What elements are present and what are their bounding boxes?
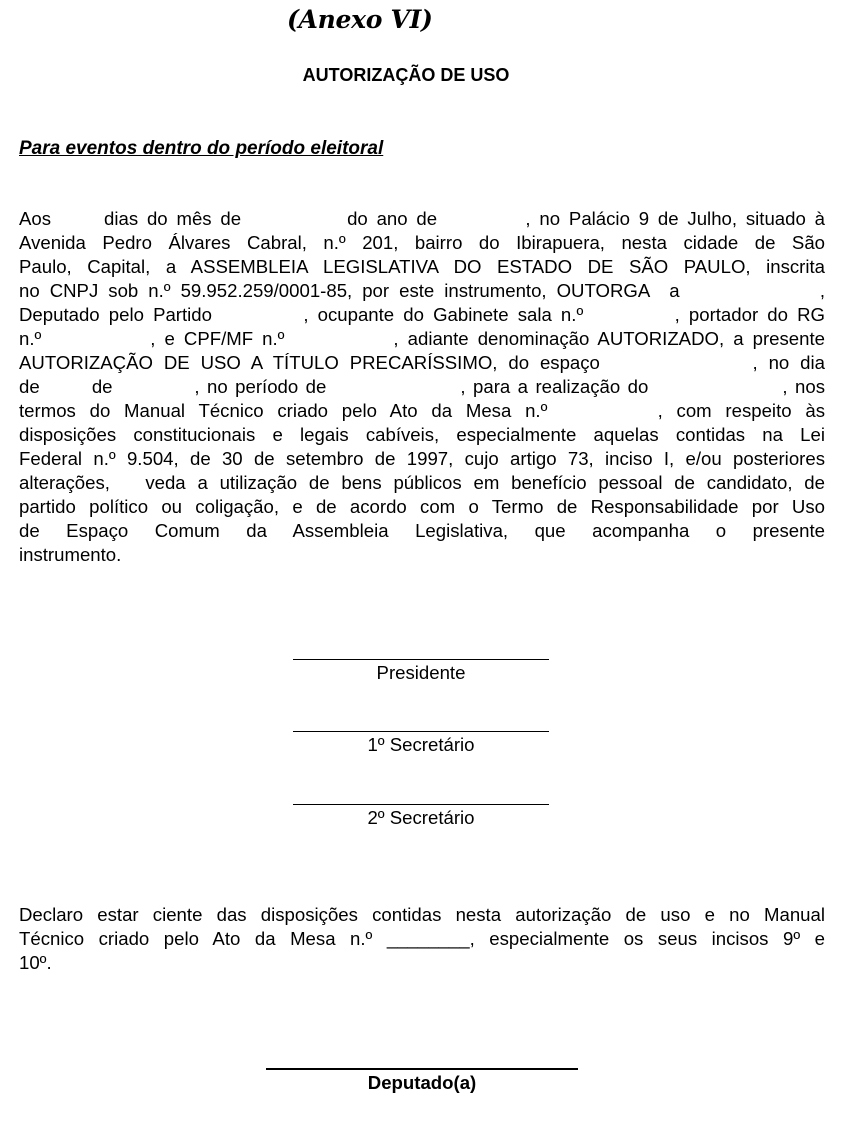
signature-line <box>293 731 549 732</box>
paragraph-line: AUTORIZAÇÃO DE USO A TÍTULO PRECARÍSSIMO, do espaço , no dia <box>19 352 825 373</box>
paragraph-line: disposições constitucionais e legais cabíveis, especialmente aquelas contidas na Lei <box>19 424 825 445</box>
signature-role: 2º Secretário <box>367 807 475 828</box>
signature-role: Presidente <box>376 662 466 683</box>
signature-line <box>266 1068 578 1070</box>
declaration-line: Declaro estar ciente das disposições contidas nesta autorização de uso e no Manual <box>19 904 825 925</box>
signature-block-deputy <box>263 1068 581 1094</box>
paragraph-line: partido político ou coligação, e de acordo com o Termo de Responsabilidade por Uso <box>19 496 825 517</box>
signature-line <box>293 804 549 805</box>
annex-label: (Anexo VI) <box>287 5 433 34</box>
paragraph-line: Deputado pelo Partido , ocupante do Gabinete sala n.º , portador do RG <box>19 304 825 325</box>
paragraph-line: instrumento. <box>19 544 122 565</box>
signature-role: Deputado(a) <box>367 1072 477 1093</box>
paragraph-line: termos do Manual Técnico criado pelo Ato da Mesa n.º , com respeito às <box>19 400 825 421</box>
declaration-paragraph <box>19 903 825 975</box>
paragraph-line: de de , no período de , para a realização do , nos <box>19 376 825 397</box>
paragraph-line: Aos dias do mês de do ano de , no Palácio 9 de Julho, situado à <box>19 208 825 229</box>
signature-block-presidente <box>290 659 552 684</box>
paragraph-line: de Espaço Comum da Assembleia Legislativa, que acompanha o presente <box>19 520 825 541</box>
paragraph-line: Avenida Pedro Álvares Cabral, n.º 201, bairro do Ibirapuera, nesta cidade de São <box>19 232 825 253</box>
signature-line <box>293 659 549 660</box>
paragraph-line: Federal n.º 9.504, de 30 de setembro de 1997, cujo artigo 73, inciso I, e/ou posteriores <box>19 448 825 469</box>
section-title: Para eventos dentro do período eleitoral <box>19 138 384 159</box>
signature-role: 1º Secretário <box>367 734 475 755</box>
document-title: AUTORIZAÇÃO DE USO <box>302 65 510 85</box>
paragraph-line: Paulo, Capital, a ASSEMBLEIA LEGISLATIVA DO ESTADO DE SÃO PAULO, inscrita <box>19 256 825 277</box>
paragraph-line: alterações, veda a utilização de bens públicos em benefício pessoal de candidato, de <box>19 472 825 493</box>
paragraph-line: no CNPJ sob n.º 59.952.259/0001-85, por este instrumento, OUTORGA a , <box>19 280 825 301</box>
authorization-paragraph <box>19 207 825 567</box>
declaration-line: 10º. <box>19 952 52 973</box>
declaration-line: Técnico criado pelo Ato da Mesa n.º ________, especialmente os seus incisos 9º e <box>19 928 825 949</box>
signature-block-first-secretary <box>290 731 552 756</box>
signature-block-second-secretary <box>290 804 552 829</box>
paragraph-line: n.º , e CPF/MF n.º , adiante denominação AUTORIZADO, a presente <box>19 328 825 349</box>
